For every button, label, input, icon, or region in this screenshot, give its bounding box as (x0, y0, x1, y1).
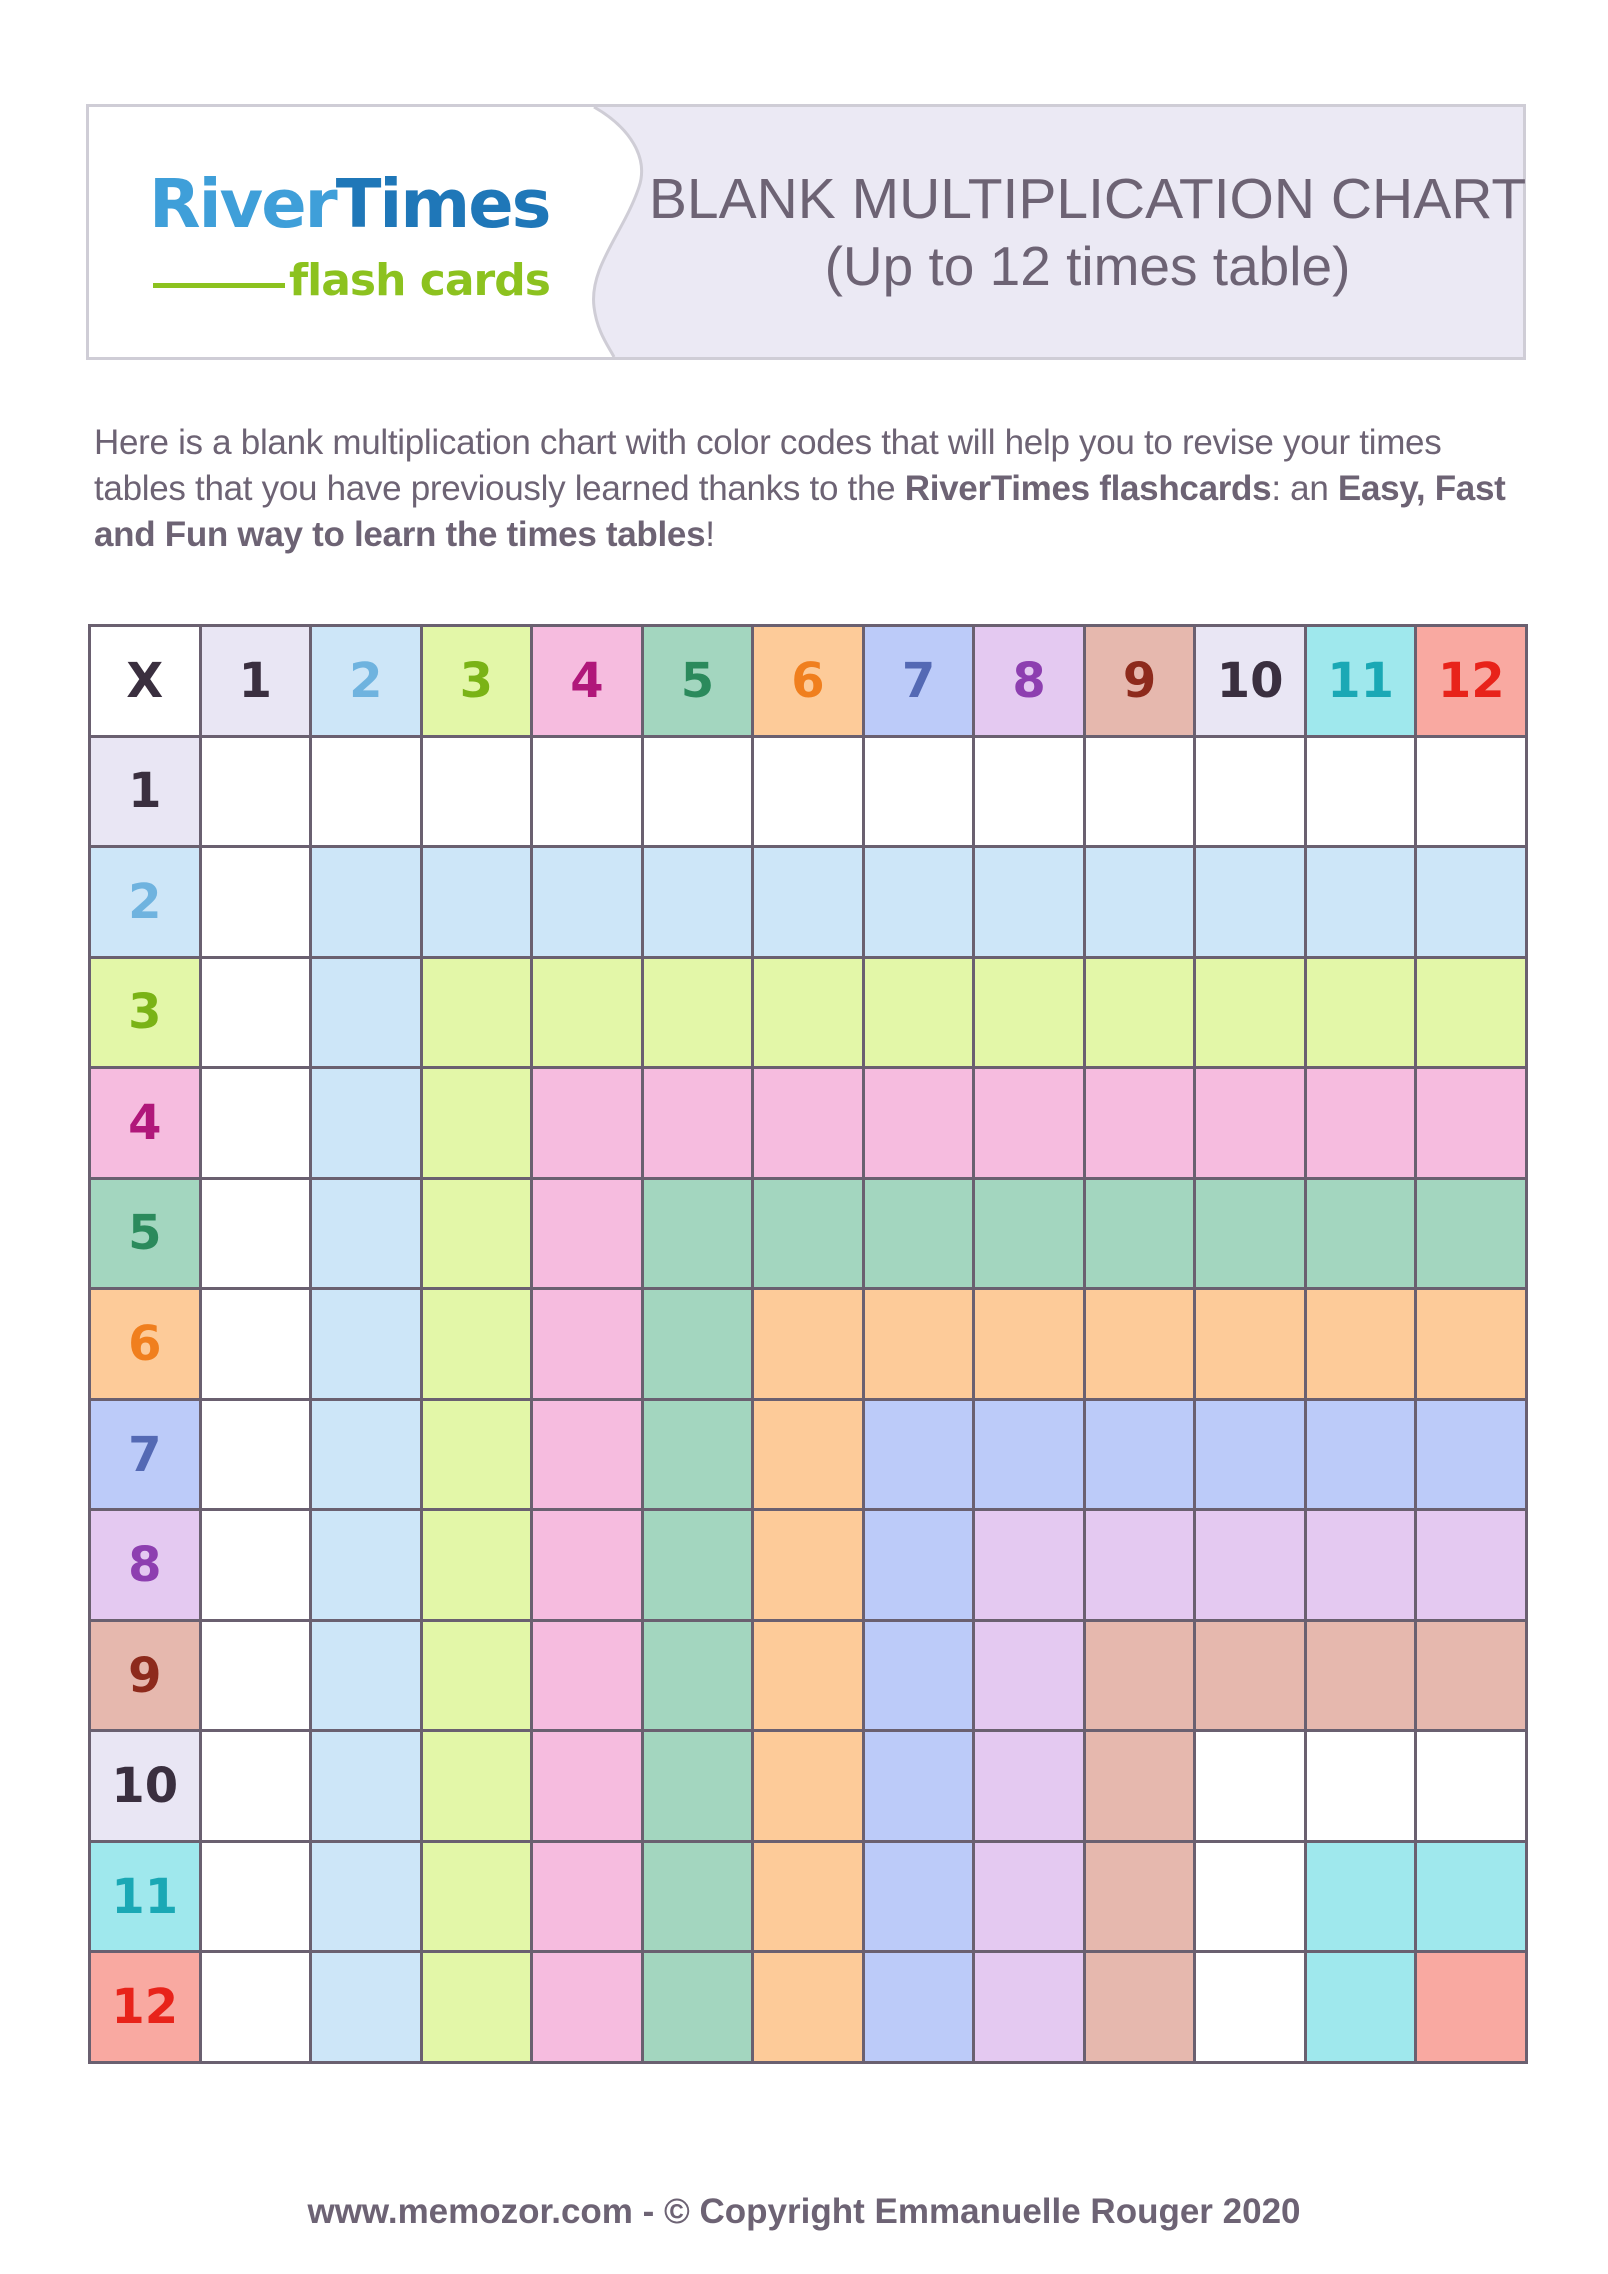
row-header-12: 12 (91, 1953, 199, 2061)
answer-cell (754, 959, 862, 1067)
answer-cell (1086, 1732, 1194, 1840)
logo-river-text: River (149, 165, 336, 243)
row-header-10: 10 (91, 1732, 199, 1840)
answer-cell (202, 959, 310, 1067)
answer-cell (1086, 1511, 1194, 1619)
column-header-2: 2 (312, 627, 420, 735)
answer-cell (754, 1290, 862, 1398)
answer-cell (975, 1180, 1083, 1288)
answer-cell (1417, 738, 1525, 846)
answer-cell (975, 959, 1083, 1067)
answer-cell (754, 848, 862, 956)
answer-cell (975, 1511, 1083, 1619)
intro-text-1: Here is a blank multiplication chart with color codes that will help you to revise your times tables that you have previously learned thanks to the (94, 423, 1442, 508)
header-banner (86, 104, 1526, 360)
answer-cell (1307, 848, 1415, 956)
logo-subtitle: flash cards (289, 255, 550, 306)
intro-bold-brand: RiverTimes flashcards (904, 469, 1272, 508)
multiplication-grid (88, 624, 1528, 2064)
answer-cell (865, 959, 973, 1067)
answer-cell (1196, 1732, 1304, 1840)
answer-cell (312, 1843, 420, 1951)
answer-cell (865, 1732, 973, 1840)
answer-cell (865, 1622, 973, 1730)
answer-cell (423, 1511, 531, 1619)
answer-cell (1196, 1622, 1304, 1730)
row-header-2: 2 (91, 848, 199, 956)
intro-paragraph (94, 420, 1534, 558)
answer-cell (1417, 1511, 1525, 1619)
title-box (649, 107, 1526, 357)
intro-bold-tagline: Easy, Fast and Fun way to learn the times tables (94, 469, 1506, 554)
answer-cell (865, 1401, 973, 1509)
row-header-11: 11 (91, 1843, 199, 1951)
answer-cell (1307, 1622, 1415, 1730)
answer-cell (1307, 1843, 1415, 1951)
answer-cell (202, 1843, 310, 1951)
intro-text-3: ! (705, 515, 715, 554)
answer-cell (644, 738, 752, 846)
answer-cell (312, 1953, 420, 2061)
row-header-7: 7 (91, 1401, 199, 1509)
answer-cell (1417, 959, 1525, 1067)
answer-cell (754, 1511, 862, 1619)
answer-cell (312, 1290, 420, 1398)
answer-cell (1196, 1843, 1304, 1951)
answer-cell (312, 1180, 420, 1288)
answer-cell (1086, 738, 1194, 846)
answer-cell (312, 848, 420, 956)
answer-cell (644, 1843, 752, 1951)
logo-wordmark (149, 165, 550, 243)
logo-times-text: Times (335, 165, 550, 243)
footer-copyright: www.memozor.com - © Copyright Emmanuelle Rouger 2020 (307, 2192, 1301, 2231)
answer-cell (423, 1290, 531, 1398)
answer-cell (1307, 1180, 1415, 1288)
answer-cell (202, 1069, 310, 1177)
answer-cell (1196, 959, 1304, 1067)
answer-cell (423, 1401, 531, 1509)
answer-cell (644, 1290, 752, 1398)
answer-cell (533, 738, 641, 846)
column-header-12: 12 (1417, 627, 1525, 735)
column-header-5: 5 (644, 627, 752, 735)
row-header-5: 5 (91, 1180, 199, 1288)
answer-cell (975, 1843, 1083, 1951)
rivertimes-logo (149, 165, 569, 311)
answer-cell (1307, 738, 1415, 846)
answer-cell (202, 738, 310, 846)
answer-cell (533, 1401, 641, 1509)
answer-cell (533, 1732, 641, 1840)
answer-cell (865, 1843, 973, 1951)
answer-cell (312, 959, 420, 1067)
column-header-9: 9 (1086, 627, 1194, 735)
answer-cell (1417, 1401, 1525, 1509)
answer-cell (423, 1622, 531, 1730)
answer-cell (754, 738, 862, 846)
answer-cell (754, 1843, 862, 1951)
answer-cell (533, 959, 641, 1067)
answer-cell (1196, 738, 1304, 846)
corner-cell: X (91, 627, 199, 735)
answer-cell (1417, 1732, 1525, 1840)
answer-cell (423, 848, 531, 956)
answer-cell (865, 1180, 973, 1288)
answer-cell (1086, 1953, 1194, 2061)
answer-cell (1196, 1069, 1304, 1177)
answer-cell (1417, 848, 1525, 956)
answer-cell (423, 738, 531, 846)
answer-cell (754, 1069, 862, 1177)
answer-cell (1417, 1069, 1525, 1177)
answer-cell (1307, 1069, 1415, 1177)
answer-cell (533, 848, 641, 956)
answer-cell (1196, 848, 1304, 956)
answer-cell (1086, 848, 1194, 956)
answer-cell (312, 1069, 420, 1177)
answer-cell (423, 1180, 531, 1288)
answer-cell (1307, 1953, 1415, 2061)
answer-cell (423, 1953, 531, 2061)
answer-cell (1417, 1290, 1525, 1398)
page-subtitle: (Up to 12 times table) (824, 235, 1351, 298)
answer-cell (975, 1953, 1083, 2061)
answer-cell (202, 1290, 310, 1398)
answer-cell (1307, 1511, 1415, 1619)
answer-cell (1196, 1180, 1304, 1288)
row-header-4: 4 (91, 1069, 199, 1177)
answer-cell (312, 1401, 420, 1509)
answer-cell (754, 1953, 862, 2061)
answer-cell (865, 1511, 973, 1619)
answer-cell (312, 738, 420, 846)
answer-cell (1417, 1843, 1525, 1951)
row-header-8: 8 (91, 1511, 199, 1619)
logo-underline (153, 283, 285, 288)
column-header-8: 8 (975, 627, 1083, 735)
answer-cell (202, 1622, 310, 1730)
answer-cell (644, 1180, 752, 1288)
answer-cell (202, 1401, 310, 1509)
answer-cell (1417, 1953, 1525, 2061)
answer-cell (1196, 1401, 1304, 1509)
answer-cell (975, 1069, 1083, 1177)
answer-cell (644, 1511, 752, 1619)
answer-cell (865, 1953, 973, 2061)
answer-cell (644, 959, 752, 1067)
answer-cell (865, 1069, 973, 1177)
answer-cell (533, 1511, 641, 1619)
column-header-11: 11 (1307, 627, 1415, 735)
answer-cell (423, 1069, 531, 1177)
answer-cell (202, 848, 310, 956)
answer-cell (1196, 1290, 1304, 1398)
answer-cell (1196, 1511, 1304, 1619)
answer-cell (202, 1180, 310, 1288)
answer-cell (1307, 1732, 1415, 1840)
answer-cell (975, 738, 1083, 846)
answer-cell (533, 1622, 641, 1730)
answer-cell (1307, 1290, 1415, 1398)
answer-cell (202, 1732, 310, 1840)
answer-cell (975, 848, 1083, 956)
answer-cell (754, 1180, 862, 1288)
column-header-1: 1 (202, 627, 310, 735)
answer-cell (975, 1290, 1083, 1398)
answer-cell (1086, 1401, 1194, 1509)
answer-cell (975, 1622, 1083, 1730)
column-header-10: 10 (1196, 627, 1304, 735)
answer-cell (202, 1511, 310, 1619)
page-title: BLANK MULTIPLICATION CHART (648, 166, 1527, 231)
column-header-3: 3 (423, 627, 531, 735)
answer-cell (1307, 959, 1415, 1067)
answer-cell (754, 1401, 862, 1509)
answer-cell (423, 1843, 531, 1951)
answer-cell (644, 1622, 752, 1730)
answer-cell (1417, 1622, 1525, 1730)
answer-cell (423, 1732, 531, 1840)
answer-cell (644, 1732, 752, 1840)
answer-cell (644, 1953, 752, 2061)
answer-cell (754, 1732, 862, 1840)
answer-cell (865, 848, 973, 956)
answer-cell (1086, 1290, 1194, 1398)
column-header-6: 6 (754, 627, 862, 735)
answer-cell (202, 1953, 310, 2061)
answer-cell (533, 1180, 641, 1288)
answer-cell (312, 1511, 420, 1619)
answer-cell (1086, 959, 1194, 1067)
answer-cell (644, 1401, 752, 1509)
answer-cell (1417, 1180, 1525, 1288)
answer-cell (533, 1953, 641, 2061)
answer-cell (533, 1290, 641, 1398)
answer-cell (533, 1069, 641, 1177)
answer-cell (975, 1401, 1083, 1509)
answer-cell (644, 1069, 752, 1177)
answer-cell (423, 959, 531, 1067)
column-header-4: 4 (533, 627, 641, 735)
row-header-9: 9 (91, 1622, 199, 1730)
answer-cell (1086, 1069, 1194, 1177)
intro-text-2: : an (1271, 469, 1338, 508)
answer-cell (1086, 1180, 1194, 1288)
answer-cell (312, 1622, 420, 1730)
answer-cell (644, 848, 752, 956)
row-header-3: 3 (91, 959, 199, 1067)
answer-cell (1307, 1401, 1415, 1509)
answer-cell (533, 1843, 641, 1951)
answer-cell (1086, 1622, 1194, 1730)
column-header-7: 7 (865, 627, 973, 735)
row-header-1: 1 (91, 738, 199, 846)
answer-cell (754, 1622, 862, 1730)
answer-cell (975, 1732, 1083, 1840)
answer-cell (865, 738, 973, 846)
row-header-6: 6 (91, 1290, 199, 1398)
answer-cell (312, 1732, 420, 1840)
answer-cell (865, 1290, 973, 1398)
answer-cell (1196, 1953, 1304, 2061)
answer-cell (1086, 1843, 1194, 1951)
